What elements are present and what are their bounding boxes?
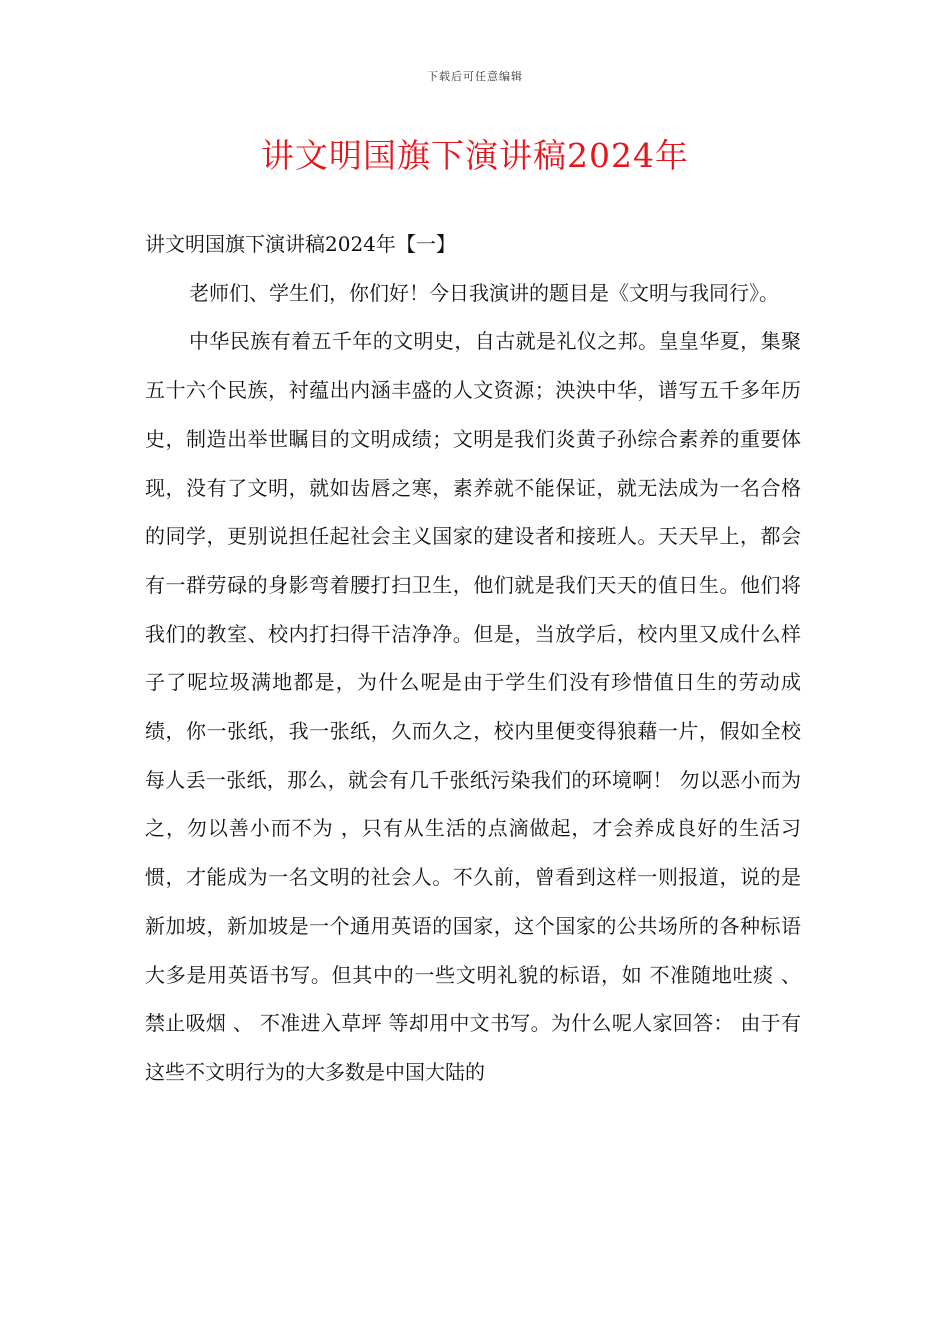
section-heading: 讲文明国旗下演讲稿2024年【一】 bbox=[145, 232, 456, 256]
header-note: 下载后可任意编辑 bbox=[427, 70, 523, 83]
paragraph: 中华民族有着五千年的文明史，自古就是礼仪之邦。皇皇华夏，集聚五十六个民族，衬蕴出内涵丰盛的人文资源；泱泱中华，谱写五千多年历史，制造出举世瞩目的文明成绩；文明是我们炎黄子孙综合素养的重要体现，没有了文明，就如齿唇之寒，素养就不能保证，就无法成为一名合格的同学，更别说担任起社会主义国家的建设者和接班人。天天早上，都会有一群劳碌的身影弯着腰打扫卫生，他们就是我们天天的值日生。他们将我们的教室、校内打扫得干洁净净。但是，当放学后，校内里又成什么样子了呢垃圾满地都是，为什么呢是由于学生们没有珍惜值日生的劳动成绩，你一张纸，我一张纸，久而久之，校内里便变得狼藉一片，假如全校每人丢一张纸，那么，就会有几千张纸污染我们的环境啊！ 勿以恶小而为之，勿以善小而不为 ，只有从生活的点滴做起，才会养成良好的生活习惯，才能成为一名文明的社会人。不久前，曾看到这样一则报道，说的是新加坡，新加坡是一个通用英语的国家，这个国家的公共场所的各种标语大多是用英语书写。但其中的一些文明礼貌的标语，如 不准随地吐痰 、 禁止吸烟 、 不准进入草坪 等却用中文书写。为什么呢人家回答： 由于有这些不文明行为的大多数是中国大陆的 bbox=[145, 329, 801, 1084]
document-title: 讲文明国旗下演讲稿2024年 bbox=[261, 136, 689, 175]
paragraph: 老师们、学生们，你们好！今日我演讲的题目是《文明与我同行》。 bbox=[189, 280, 779, 305]
document-body bbox=[145, 220, 801, 1097]
